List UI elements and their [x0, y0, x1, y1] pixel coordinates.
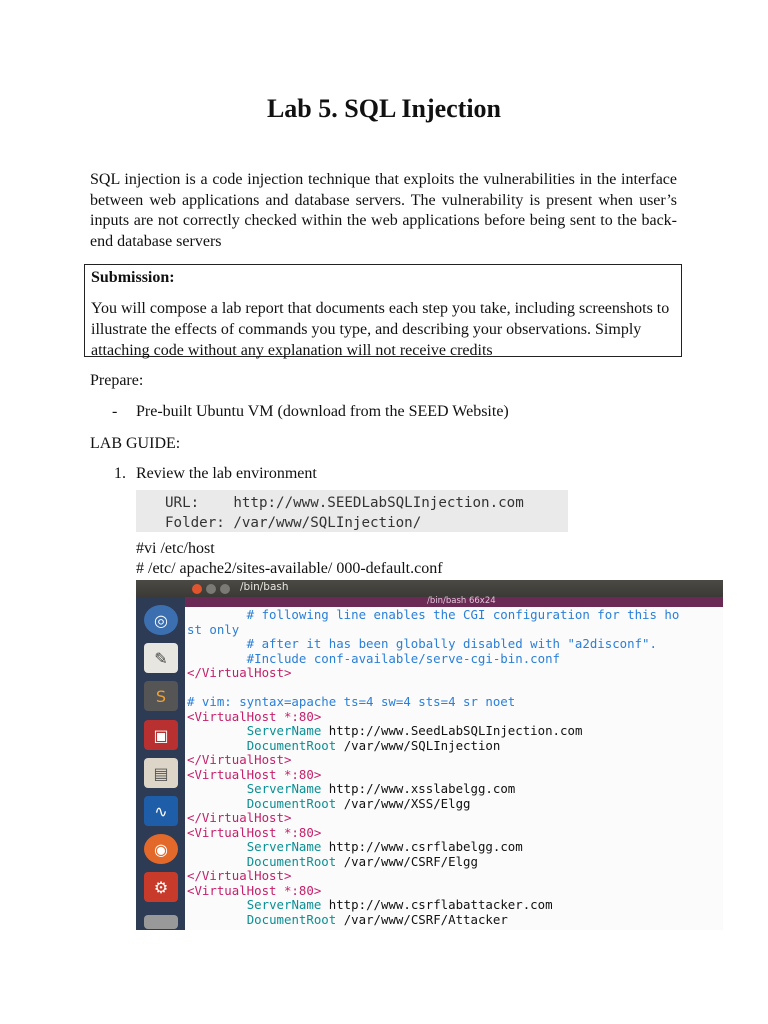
terminal-content	[187, 608, 679, 927]
code-line-url: URL: http://www.SEEDLabSQLInjection.com	[165, 495, 524, 511]
code-line-folder: Folder: /var/www/SQLInjection/	[165, 515, 422, 531]
terminal-line: # vim: syntax=apache ts=4 sw=4 sts=4 sr noet	[187, 694, 516, 709]
submission-box	[84, 264, 682, 357]
terminal-line: DocumentRoot /var/www/CSRF/Attacker	[246, 911, 508, 927]
terminal-window	[185, 597, 723, 930]
window-title: /bin/bash	[240, 581, 289, 593]
disk-icon	[144, 915, 178, 929]
terminal-line: DocumentRoot /var/www/CSRF/Elgg	[246, 853, 478, 869]
prepare-item-text: Pre-built Ubuntu VM (download from the SEED Website)	[136, 403, 509, 420]
terminal-line: <VirtualHost *:80>	[187, 766, 322, 782]
terminal-line: DocumentRoot /var/www/XSS/Elgg	[246, 795, 471, 811]
terminal-line: </VirtualHost>	[187, 810, 292, 825]
close-icon	[192, 584, 202, 594]
terminal-line: DocumentRoot /var/www/SQLInjection	[246, 737, 501, 753]
step-list-item	[114, 465, 317, 483]
terminal-tab	[185, 597, 723, 607]
list-marker: -	[112, 403, 118, 420]
terminal-line: ServerName http://www.SeedLabSQLInjection.com	[246, 723, 583, 738]
command-line-hosts: #vi /etc/host	[136, 540, 215, 557]
settings-icon: ⚙	[144, 872, 178, 902]
text-editor-icon: ✎	[144, 643, 178, 673]
firefox-icon: ◉	[144, 834, 178, 864]
launcher-bar	[136, 597, 185, 930]
window-titlebar	[136, 580, 723, 597]
terminal-icon: ▣	[144, 720, 178, 750]
terminal-line: ServerName http://www.csrflabelgg.com	[246, 839, 523, 854]
terminal-tab-title: /bin/bash 66x24	[427, 596, 496, 606]
terminal-line: </VirtualHost>	[187, 752, 292, 767]
maximize-icon	[220, 584, 230, 594]
step-number: 1.	[114, 465, 126, 482]
submission-body: You will compose a lab report that documents each step you take, including screenshots to illustrate the effects of commands you type, and describing your observations. Simply attaching code without any explanation will not receive credits	[91, 300, 670, 359]
terminal-line: #Include conf-available/serve-cgi-bin.conf	[187, 650, 560, 666]
code-block	[136, 490, 568, 532]
command-line-apache: # /etc/ apache2/sites-available/ 000-default.conf	[136, 560, 443, 577]
terminal-screenshot	[136, 580, 723, 930]
ubuntu-dash-icon: ◎	[144, 605, 178, 635]
files-icon: ▤	[144, 758, 178, 788]
intro-paragraph: SQL injection is a code injection technique that exploits the vulnerabilities in the interface between web applications and database servers. The vulnerability is present when user’s inputs are not correctly checked within the web applications before being sent to the back-end database servers	[90, 171, 677, 250]
lab-guide-label: LAB GUIDE:	[90, 435, 181, 452]
terminal-line: <VirtualHost *:80>	[187, 824, 322, 840]
terminal-line: </VirtualHost>	[187, 665, 292, 680]
terminal-line: </VirtualHost>	[187, 868, 292, 883]
terminal-line: # following line enables the CGI configuration for this ho	[187, 607, 680, 622]
terminal-line: # after it has been globally disabled with "a2disconf".	[187, 636, 657, 651]
submission-title: Submission:	[91, 269, 175, 286]
terminal-line: ServerName http://www.csrflabattacker.com	[246, 897, 553, 912]
prepare-label: Prepare:	[90, 372, 144, 389]
terminal-line: st only	[187, 621, 240, 637]
sublime-icon: S	[144, 681, 178, 711]
step-text: Review the lab environment	[136, 465, 317, 482]
minimize-icon	[206, 584, 216, 594]
page-title: Lab 5. SQL Injection	[266, 94, 502, 123]
wireshark-icon: ∿	[144, 796, 178, 826]
terminal-line: <VirtualHost *:80>	[187, 708, 322, 724]
terminal-line: <VirtualHost *:80>	[187, 882, 322, 898]
terminal-line: ServerName http://www.xsslabelgg.com	[246, 781, 516, 796]
prepare-list-item	[112, 403, 509, 421]
